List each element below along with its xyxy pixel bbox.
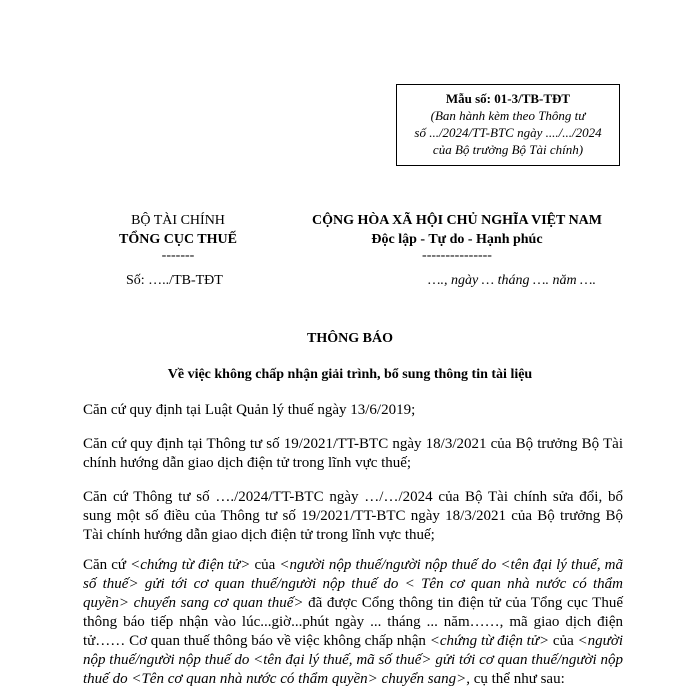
paragraph-legal-basis-3: Căn cứ Thông tư số …./2024/TT-BTC ngày …/…/2024 của Bộ Tài chính sửa đổi, bổ sung một số điều của Thông tư số 19/2021/TT-BTC ngày 18/3/2021 của Bộ trưởng Bộ Tài chính hướng dẫn giao dịch điện tử trong lĩnh vực thuế; [83,489,623,543]
right-header [282,211,632,263]
document-number: Số: …../TB-TĐT [126,273,223,288]
form-note-line2: số .../2024/TT-BTC ngày ..../.../2024 [414,125,602,140]
right-separator: --------------- [422,248,492,263]
p4-placeholder-document: <chứng từ điện tử> [130,557,251,573]
p4-text-2: của [250,557,280,573]
left-separator: ------- [161,248,195,263]
form-code: Mẫu số: 01-3/TB-TĐT [445,91,571,106]
p4-placeholder-taxpayer-2: <người nộp thuế/người nộp thuế do <tên đại lý thuế, mã số thuế> gửi tới cơ quan thuế/người nộp thuế do <Tên cơ quan nhà nước có thẩm quyền> chuyển sang> [83,633,623,687]
p4-text-5: , cụ thể như sau: [466,671,565,687]
national-motto: Độc lập - Tự do - Hạnh phúc [371,232,543,247]
paragraph-notice-content [83,556,623,689]
form-code-box [396,84,620,166]
document-date: …., ngày … tháng …. năm …. [428,273,597,288]
paragraph-legal-basis-2: Căn cứ quy định tại Thông tư số 19/2021/TT-BTC ngày 18/3/2021 của Bộ trưởng Bộ Tài chính hướng dẫn giao dịch điện tử trong lĩnh vực thuế; [83,436,623,471]
p4-text-4: của [549,633,578,649]
notice-title: THÔNG BÁO [307,331,393,346]
p4-text-3: đã được Cổng thông tin điện tử của Tổng cục Thuế thông báo tiếp nhận vào lúc...giờ...phút ngày ... tháng ... năm……, mã giao dịch điện tử…… Cơ quan thuế thông báo về việc không chấp nhận [83,595,623,649]
p4-text-1: Căn cứ [83,557,131,573]
p4-placeholder-taxpayer: <người nộp thuế/người nộp thuế do <tên đại lý thuế, mã số thuế> gửi tới cơ quan thuế/người nộp thuế do < Tên cơ quan nhà nước có thẩm quyền> chuyển sang cơ quan thuế> [83,557,624,611]
department-name: TỔNG CỤC THUẾ [119,232,237,247]
form-note-line3: của Bộ trưởng Bộ Tài chính) [432,142,584,157]
ministry-name: BỘ TÀI CHÍNH [131,213,225,228]
country-name: CỘNG HÒA XÃ HỘI CHỦ NGHĨA VIỆT NAM [311,213,602,228]
p4-placeholder-document-2: <chứng từ điện tử> [429,633,550,649]
left-header [108,211,248,263]
paragraph-legal-basis-1: Căn cứ quy định tại Luật Quản lý thuế ngày 13/6/2019; [83,402,416,418]
notice-subtitle: Về việc không chấp nhận giải trình, bổ sung thông tin tài liệu [167,367,533,382]
form-note-line1: (Ban hành kèm theo Thông tư [430,108,586,123]
